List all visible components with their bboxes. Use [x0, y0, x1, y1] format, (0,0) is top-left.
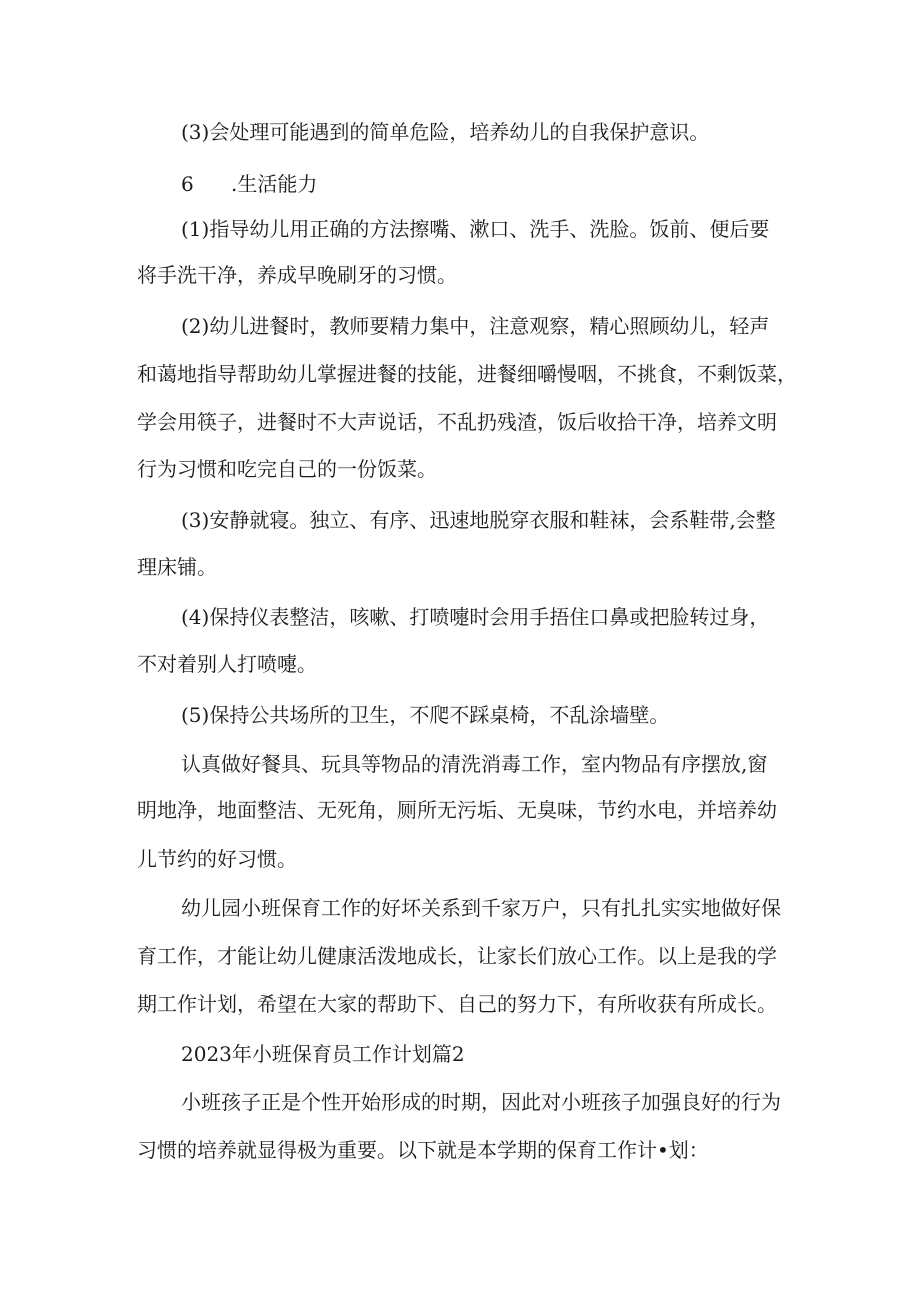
text-line: 小班孩子正是个性开始形成的时期，因此对小班孩子加强良好的行为: [181, 1090, 781, 1114]
text-line: 明地净，地面整洁、无死角，厕所无污垢、无臭味，节约水电，并培养幼: [137, 798, 777, 822]
text-line: (5)保持公共场所的卫生，不爬不踩桌椅，不乱涂墙壁。: [181, 703, 670, 727]
section-number: 6: [181, 172, 194, 196]
text-line: 和蔼地指导帮助幼儿掌握进餐的技能，进餐细嚼慢咽，不挑食，不剩饭菜，: [137, 362, 797, 386]
text-line: (3)会处理可能遇到的简单危险，培养幼儿的自我保护意识。: [181, 120, 710, 144]
text-line: 认真做好餐具、玩具等物品的清洗消毒工作，室内物品有序摆放,窗: [181, 752, 768, 776]
text-line: 幼儿园小班保育工作的好坏关系到千家万户，只有扎扎实实地做好保: [181, 896, 781, 920]
text-line: (3)安静就寝。独立、有序、迅速地脱穿衣服和鞋袜，会系鞋带,会整: [181, 508, 776, 532]
text-line: 不对着别人打喷嚏。: [137, 652, 317, 676]
text-line: 期工作计划，希望在大家的帮助下、自己的努力下，有所收获有所成长。: [137, 992, 777, 1016]
text-line: 育工作，才能让幼儿健康活泼地成长，让家长们放心工作。以上是我的学: [137, 944, 777, 968]
section-title: .生活能力: [231, 172, 318, 196]
text-line: (2)幼儿进餐时，教师要精力集中，注意观察，精心照顾幼儿，轻声: [181, 314, 770, 338]
text-line: (1)指导幼儿用正确的方法擦嘴、漱口、洗手、洗脸。饭前、便后要: [181, 217, 770, 241]
section-heading: 2023年小班保育员工作计划篇2: [181, 1042, 465, 1066]
text-line: 将手洗干净，养成早晚刷牙的习惯。: [137, 263, 457, 287]
text-line: 学会用筷子，进餐时不大声说话，不乱扔残渣，饭后收拾干净，培养文明: [137, 410, 777, 434]
text-line: (4)保持仪表整洁，咳嗽、打喷嚏时会用手捂住口鼻或把脸转过身，: [181, 605, 770, 629]
text-line: 理床铺。: [137, 555, 217, 579]
text-line: 习惯的培养就显得极为重要。以下就是本学期的保育工作计•划：: [137, 1138, 709, 1162]
text-line: 行为习惯和吃完自己的一份饭菜。: [137, 457, 437, 481]
text-line: 儿节约的好习惯。: [137, 847, 297, 871]
